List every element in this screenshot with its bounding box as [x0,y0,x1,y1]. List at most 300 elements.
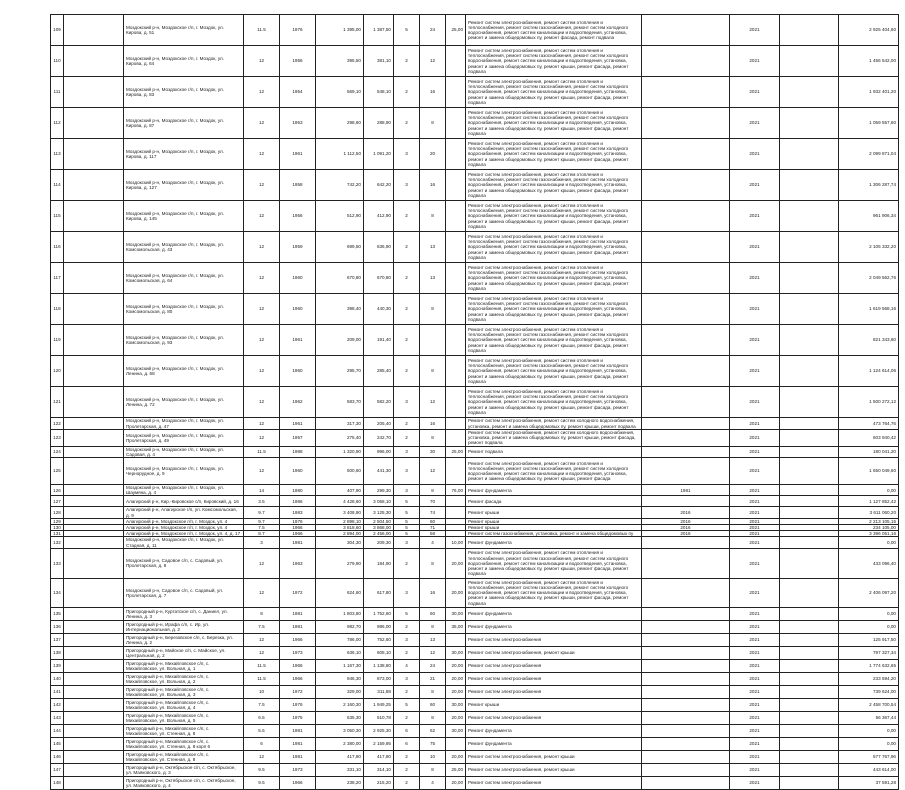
spacer-cell [780,263,839,294]
apartments-cell: 24 [420,15,446,46]
plan-year-cell: 2021 [730,525,780,531]
row-number: 119 [51,325,64,356]
row-number: 112 [51,108,64,139]
cost-cell: 2 099 871,04 [839,139,899,170]
living-area-cell: 242,70 [364,430,394,447]
works-cell: Ремонт крыши [466,507,642,518]
spacer-cell [780,578,839,607]
repair-year-cell [642,108,730,139]
repair-year-cell [642,776,730,789]
apartments-cell [420,325,446,356]
spacer-cell [64,15,124,46]
living-area-cell: 2 925,30 [364,724,394,737]
norm-cell: 3 [244,537,280,548]
norm-cell: 9.5 [244,776,280,789]
apartments-cell: 75 [420,737,446,750]
norm-cell: 12 [244,418,280,430]
table-row [51,750,899,763]
spacer-cell [780,387,839,418]
table-row [51,458,899,485]
apartments-cell: 8 [420,356,446,387]
address-cell: Моздокский р-н, Моздокское г/п, г. Моздок, ул. Шаумяна, д. 4 [124,485,244,496]
wear-cell: 35,00 [446,620,466,633]
table-row [51,646,899,659]
year-cell: 1981 [280,620,316,633]
cost-cell: 577 767,96 [839,750,899,763]
wear-cell [446,201,466,232]
plan-year-cell: 2021 [730,232,780,263]
spacer-cell [780,607,839,620]
table-row [51,446,899,457]
plan-year-cell: 2021 [730,659,780,672]
repair-year-cell [642,263,730,294]
living-area-cell: 314,10 [364,763,394,776]
floors-cell: 2 [394,201,420,232]
row-number: 128 [51,507,64,518]
living-area-cell: 636,90 [364,232,394,263]
year-cell: 1959 [280,232,316,263]
cost-cell: 125 917,50 [839,633,899,646]
table-row [51,430,899,447]
spacer-cell [780,325,839,356]
works-cell: Ремонт систем электроснабжения, ремонт систем холодного водоснабжения, установка, ремонт и замена общедомовых пу, ремонт крыши, ремонт фасада, ремонт подвала [466,430,642,447]
living-area-cell: 996,00 [364,446,394,457]
spacer-cell [780,356,839,387]
address-cell: Пригородный р-н, Михайловское с/п, с. Михайловское, ул. Вольная, д. 4 [124,698,244,711]
year-cell: 1981 [280,537,316,548]
repair-year-cell [642,170,730,201]
norm-cell: 12 [244,548,280,578]
row-number: 148 [51,776,64,789]
spacer-cell [64,356,124,387]
repair-year-cell [642,46,730,77]
total-area-cell: 636,10 [316,646,364,659]
table-row [51,15,899,46]
wear-cell: 20,00 [446,672,466,685]
spacer-cell [780,46,839,77]
spacer-cell [64,232,124,263]
apartments-cell: 16 [420,418,446,430]
row-number: 120 [51,356,64,387]
plan-year-cell: 2021 [730,548,780,578]
apartments-cell: 13 [420,263,446,294]
living-area-cell: 2 159,95 [364,737,394,750]
address-cell: Пригородный р-н, Михайловское с/п, с. Михайловское, ул. Вольная, д. 2 [124,672,244,685]
floors-cell: 2 [394,77,420,108]
floors-cell: 3 [394,458,420,485]
repair-year-cell [642,458,730,485]
wear-cell [446,232,466,263]
spacer-cell [64,620,124,633]
floors-cell: 5 [394,698,420,711]
norm-cell: 12 [244,108,280,139]
wear-cell: 20,00 [446,776,466,789]
spacer-cell [780,430,839,447]
address-cell: Пригородный р-н, Михайловское с/п, с. Михайловское, ул. Вольная, д. 3 [124,685,244,698]
total-area-cell: 512,90 [316,201,364,232]
repair-year-cell [642,356,730,387]
row-number: 134 [51,578,64,607]
repair-year-cell: 2016 [642,518,730,524]
total-area-cell: 670,80 [316,263,364,294]
repair-year-cell: 2016 [642,525,730,531]
repair-year-cell [642,737,730,750]
norm-cell: 6.5 [244,711,280,724]
repair-year-cell [642,620,730,633]
apartments-cell: 4 [420,776,446,789]
floors-cell: 2 [394,711,420,724]
address-cell: Моздокский р-н, Моздокское г/п, г. Моздок, ул. Пролетарская, д. 49 [124,430,244,447]
living-area-cell: 1 138,80 [364,659,394,672]
apartments-cell: 10 [420,750,446,763]
norm-cell: 11.5 [244,15,280,46]
total-area-cell: 742,20 [316,170,364,201]
cost-cell: 797 327,34 [839,646,899,659]
living-area-cell: 1 752,60 [364,607,394,620]
year-cell: 1983 [280,507,316,518]
repair-year-cell: 2016 [642,531,730,537]
table-row [51,77,899,108]
floors-cell: 2 [394,263,420,294]
spacer-cell [780,698,839,711]
norm-cell: 12 [244,356,280,387]
floors-cell: 3 [394,446,420,457]
wear-cell: 30,00 [446,607,466,620]
row-number: 146 [51,750,64,763]
spacer-cell [780,485,839,496]
works-cell: Ремонт систем электроснабжения, ремонт систем отопления и теплоснабжения, ремонт систем газоснабжения, ремонт систем холодного водоснабжения, ремонт систем канализации и водоотведения, установка, ремонт и замена общедомовых пу, ремонт крыши, ремонт фасада, ремонт подвала [466,548,642,578]
floors-cell: 2 [394,294,420,325]
row-number: 114 [51,170,64,201]
row-number: 127 [51,496,64,507]
total-area-cell: 275,40 [316,430,364,447]
living-area-cell: 184,90 [364,548,394,578]
plan-year-cell: 2021 [730,578,780,607]
plan-year-cell: 2021 [730,750,780,763]
spacer-cell [780,458,839,485]
address-cell: Моздокский р-н, Моздокское г/п, г. Моздок, ул. Кирова, д. 51 [124,15,244,46]
wear-cell: 30,00 [446,698,466,711]
norm-cell: 12 [244,201,280,232]
wear-cell: 20,00 [446,750,466,763]
spacer-cell [780,108,839,139]
table-row [51,485,899,496]
row-number: 140 [51,672,64,685]
works-cell: Ремонт систем электроснабжения [466,659,642,672]
spacer-cell [780,537,839,548]
living-area-cell: 1 949,25 [364,698,394,711]
total-area-cell: 209,00 [316,325,364,356]
spacer-cell [780,711,839,724]
total-area-cell: 295,70 [316,356,364,387]
cost-cell: 2 406 097,20 [839,578,899,607]
living-area-cell: 209,30 [364,537,394,548]
address-cell: Моздокский р-н, Моздокское г/п, г. Моздок, ул. Стадная, д. 11 [124,537,244,548]
plan-year-cell: 2021 [730,446,780,457]
floors-cell: 2 [394,108,420,139]
year-cell: 1953 [280,108,316,139]
norm-cell: 12 [244,646,280,659]
spacer-cell [64,711,124,724]
address-cell: Пригородный р-н, Михайловское с/п, с. Михайловское, ул. Вольная, д. 1 [124,659,244,672]
works-cell: Ремонт систем электроснабжения, ремонт систем отопления и теплоснабжения, ремонт систем газоснабжения, ремонт систем холодного водоснабжения, ремонт систем канализации и водоотведения, установка, ремонт и замена общедомовых пу, ремонт фасада, ремонт подвала [466,15,642,46]
spacer-cell [780,548,839,578]
total-area-cell: 298,60 [316,108,364,139]
living-area-cell: 417,80 [364,750,394,763]
spacer-cell [64,685,124,698]
plan-year-cell: 2021 [730,294,780,325]
address-cell: Моздокский р-н, Моздокское г/п, г. Моздок, ул. Комсомольская, д. 43 [124,232,244,263]
works-cell: Ремонт фундамента [466,537,642,548]
works-cell: Ремонт систем электроснабжения, ремонт систем отопления и теплоснабжения, ремонт систем газоснабжения, ремонт систем холодного водоснабжения, ремонт систем канализации и водоотведения, установка, ремонт и замена общедомовых пу, ремонт крыши, ремонт фасада, ремонт подвала [466,387,642,418]
norm-cell: 5.5 [244,724,280,737]
norm-cell: 9.7 [244,518,280,524]
norm-cell: 12 [244,430,280,447]
row-number: 139 [51,659,64,672]
year-cell: 1986 [280,496,316,507]
norm-cell: 7.5 [244,698,280,711]
plan-year-cell: 2021 [730,458,780,485]
works-cell: Ремонт систем газоснабжения, установка, ремонт и замена общедомовых пу [466,531,642,537]
wear-cell [446,418,466,430]
cost-cell: 1 932 401,20 [839,77,899,108]
repair-year-cell [642,659,730,672]
spacer-cell [64,646,124,659]
table-row [51,496,899,507]
address-cell: Пригородный р-н, Михайловское с/п, с. Михайловское, ул. Стенная, д. 8 корп 6 [124,737,244,750]
floors-cell: 3 [394,387,420,418]
table-row [51,507,899,518]
table-row [51,659,899,672]
works-cell: Ремонт систем электроснабжения, ремонт систем отопления и теплоснабжения, ремонт систем газоснабжения, ремонт систем холодного водоснабжения, ремонт систем канализации и водоотведения, установка, ремонт и замена общедомовых пу, ремонт крыши, ремонт фасада [466,458,642,485]
apartments-cell: 24 [420,659,446,672]
living-area-cell: 412,90 [364,201,394,232]
living-area-cell: 3 058,10 [364,496,394,507]
living-area-cell: 2 504,50 [364,518,394,524]
wear-cell: 25,00 [446,763,466,776]
address-cell: Моздокский р-н, Моздокское г/п, г. Моздок, ул. Пролетарская, д. 47 [124,418,244,430]
repair-year-cell [642,548,730,578]
row-number: 138 [51,646,64,659]
row-number: 115 [51,201,64,232]
row-number: 118 [51,294,64,325]
floors-cell: 5 [394,531,420,537]
year-cell: 1973 [280,763,316,776]
plan-year-cell: 2021 [730,325,780,356]
spacer-cell [780,737,839,750]
living-area-cell: 191,40 [364,325,394,356]
works-cell: Ремонт систем электроснабжения, ремонт крыши [466,763,642,776]
apartments-cell: 16 [420,77,446,108]
floors-cell: 2 [394,750,420,763]
norm-cell: 9.5 [244,763,280,776]
spacer-cell [780,15,839,46]
row-number: 131 [51,531,64,537]
table-row [51,698,899,711]
register-table-page [50,14,898,790]
address-cell: Алагирский р-н, Алагирское г/п, ул. Комсомольская, д. 9 [124,507,244,518]
works-cell: Ремонт крыши [466,698,642,711]
total-area-cell: 982,70 [316,620,364,633]
total-area-cell: 946,30 [316,672,364,685]
cost-cell: 1 127 852,42 [839,496,899,507]
row-number: 129 [51,518,64,524]
plan-year-cell: 2021 [730,698,780,711]
plan-year-cell: 2021 [730,531,780,537]
row-number: 121 [51,387,64,418]
cost-cell: 739 624,00 [839,685,899,698]
total-area-cell: 304,30 [316,537,364,548]
spacer-cell [780,724,839,737]
repair-year-cell [642,418,730,430]
works-cell: Ремонт систем электроснабжения [466,633,642,646]
address-cell: Алагирский р-н, Моздокское г/п, г. Моздок, ул. 4 [124,525,244,531]
works-cell: Ремонт систем электроснабжения, ремонт крыши [466,646,642,659]
norm-cell: 12 [244,232,280,263]
floors-cell: 2 [394,356,420,387]
total-area-cell: 329,00 [316,685,364,698]
living-area-cell: 1 387,50 [364,15,394,46]
cost-cell: 1 456 542,00 [839,46,899,77]
norm-cell: 12 [244,325,280,356]
cost-cell: 1 774 632,65 [839,659,899,672]
wear-cell: 76,00 [446,485,466,496]
spacer-cell [64,672,124,685]
cost-cell: 0,00 [839,737,899,750]
cost-cell: 180 041,20 [839,446,899,457]
spacer-cell [64,507,124,518]
table-row [51,724,899,737]
table-row [51,620,899,633]
plan-year-cell: 2021 [730,607,780,620]
apartments-cell: 74 [420,507,446,518]
apartments-cell: 12 [420,46,446,77]
wear-cell: 20,00 [446,685,466,698]
plan-year-cell: 2021 [730,170,780,201]
repair-year-cell [642,578,730,607]
spacer-cell [64,724,124,737]
year-cell: 1988 [280,446,316,457]
spacer-cell [64,698,124,711]
address-cell: Моздокский р-н, Моздокское г/п, г. Моздок, ул. Кирова, д. 64 [124,46,244,77]
spacer-cell [64,77,124,108]
year-cell: 1960 [280,294,316,325]
norm-cell: 9.7 [244,507,280,518]
repair-year-cell [642,446,730,457]
apartments-cell: 62 [420,724,446,737]
cost-cell: 1 619 568,16 [839,294,899,325]
wear-cell [446,430,466,447]
total-area-cell: 398,40 [316,294,364,325]
spacer-cell [64,737,124,750]
works-cell: Ремонт систем электроснабжения, ремонт систем отопления и теплоснабжения, ремонт систем газоснабжения, ремонт систем холодного водоснабжения, ремонт систем канализации и водоотведения, установка, ремонт и замена общедомовых пу, ремонт крыши, ремонт фасада, ремонт подвала [466,201,642,232]
spacer-cell [64,607,124,620]
apartments-cell: 70 [420,496,446,507]
cost-cell: 1 650 049,60 [839,458,899,485]
living-area-cell: 582,20 [364,387,394,418]
spacer-cell [64,294,124,325]
apartments-cell: 8 [420,620,446,633]
year-cell: 1981 [280,750,316,763]
year-cell: 1960 [280,263,316,294]
apartments-cell: 8 [420,685,446,698]
row-number: 135 [51,607,64,620]
wear-cell [446,356,466,387]
wear-cell: 30,00 [446,646,466,659]
works-cell: Ремонт систем электроснабжения, ремонт систем отопления и теплоснабжения, ремонт систем газоснабжения, ремонт систем холодного водоснабжения, ремонт систем канализации и водоотведения, установка, ремонт и замена общедомовых пу, ремонт крыши, ремонт фасада, ремонт подвала [466,325,642,356]
spacer-cell [64,263,124,294]
total-area-cell: 1 803,80 [316,607,364,620]
table-row [51,263,899,294]
address-cell: Моздокский р-н, Моздокское г/п, г. Моздок, ул. Кирова, д. 145 [124,201,244,232]
address-cell: Моздокский р-н, Садовое с/п, с. Садовый, ул. Пролетарская, д. 7 [124,578,244,607]
floors-cell: 2 [394,418,420,430]
cost-cell: 473 764,76 [839,418,899,430]
norm-cell: 8 [244,607,280,620]
apartments-cell: 60 [420,607,446,620]
housing-register-table [50,14,899,790]
year-cell: 1976 [280,15,316,46]
total-area-cell: 786,00 [316,633,364,646]
row-number: 137 [51,633,64,646]
cost-cell: 2 925 404,60 [839,15,899,46]
works-cell: Ремонт крыши [466,518,642,524]
address-cell: Алагирский р-н, Моздокское г/п, г. Моздок, ул. 4 [124,518,244,524]
table-row [51,776,899,789]
living-area-cell: 288,90 [364,108,394,139]
works-cell: Ремонт систем электроснабжения, ремонт крыши [466,750,642,763]
floors-cell: 5 [394,507,420,518]
wear-cell [446,294,466,325]
year-cell: 1961 [280,139,316,170]
year-cell: 1957 [280,430,316,447]
table-row [51,711,899,724]
wear-cell [446,737,466,750]
norm-cell: 12 [244,46,280,77]
norm-cell: 11.5 [244,446,280,457]
living-area-cell: 441,30 [364,458,394,485]
spacer-cell [64,46,124,77]
works-cell: Ремонт фундамента [466,485,642,496]
table-row [51,418,899,430]
wear-cell [446,387,466,418]
living-area-cell: 642,20 [364,170,394,201]
spacer-cell [64,776,124,789]
row-number: 143 [51,711,64,724]
table-row [51,537,899,548]
address-cell: Моздокский р-н, Моздокское г/п, г. Моздок, ул. Комсомольская, д. 64 [124,263,244,294]
spacer-cell [780,507,839,518]
plan-year-cell: 2021 [730,356,780,387]
floors-cell: 3 [394,537,420,548]
cost-cell: 37 591,28 [839,776,899,789]
works-cell: Ремонт систем электроснабжения, ремонт систем отопления и теплоснабжения, ремонт систем газоснабжения, ремонт систем холодного водоснабжения, ремонт систем канализации и водоотведения, установка, ремонт и замена общедомовых пу, ремонт крыши, ремонт фасада, ремонт подвала [466,46,642,77]
floors-cell: 6 [394,737,420,750]
repair-year-cell [642,646,730,659]
table-row [51,763,899,776]
apartments-cell: 4 [420,537,446,548]
apartments-cell: 8 [420,763,446,776]
apartments-cell: 20 [420,139,446,170]
plan-year-cell: 2021 [730,15,780,46]
norm-cell: 7.5 [244,620,280,633]
spacer-cell [780,170,839,201]
cost-cell: 443 614,00 [839,763,899,776]
floors-cell: 2 [394,430,420,447]
row-number: 141 [51,685,64,698]
repair-year-cell [642,763,730,776]
plan-year-cell: 2021 [730,776,780,789]
